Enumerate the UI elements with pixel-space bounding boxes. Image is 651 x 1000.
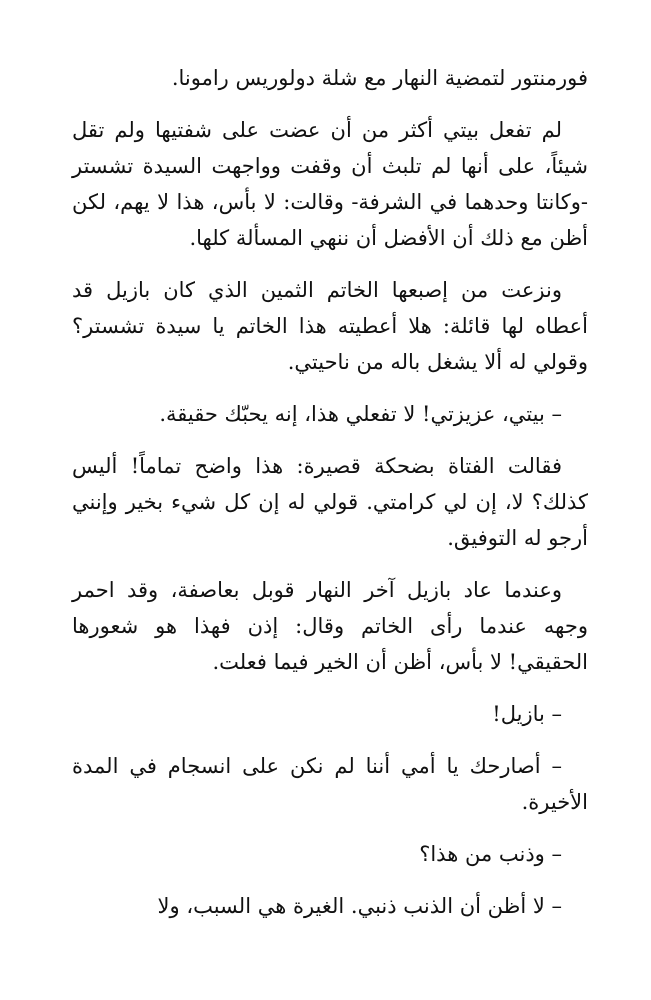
dialogue-line-5: – لا أظن أن الذنب ذنبي. الغيرة هي السبب، ولا [157,894,562,918]
paragraph-5: وعندما عاد بازيل آخر النهار قوبل بعاصفة، وقد احمر وجهه عندما رأى الخاتم وقال: إذن فهذا هو شعورها الحقيقي! لا بأس، أظن أن الخير فيما فعلت. [72,578,588,674]
paragraph-4: فقالت الفتاة بضحكة قصيرة: هذا واضح تماماً! أليس كذلك؟ لا، إن لي كرامتي. قولي له إن كل شيء بخير وإنني أرجو له التوفيق. [72,454,588,550]
book-page [72,60,588,924]
paragraph-3: ونزعت من إصبعها الخاتم الثمين الذي كان بازيل قد أعطاه لها قائلة: هلا أعطيته هذا الخاتم يا سيدة تشستر؟ وقولي له ألا يشغل باله من ناحيتي. [72,278,588,374]
dialogue-line-3: – أصارحك يا أمي أننا لم نكن على انسجام في المدة الأخيرة. [72,754,588,814]
dialogue-line-4: – وذنب من هذا؟ [419,842,562,866]
paragraph-2: لم تفعل بيتي أكثر من أن عضت على شفتيها ولم تقل شيئاً، على أنها لم تلبث أن وقفت وواجهت السيدة تشستر -وكانتا وحدهما في الشرفة- وقالت: لا بأس، هذا لا يهم، لكن أظن مع ذلك أن الأفضل أن ننهي المسألة كلها. [72,118,588,250]
dialogue-line-1: – بيتي، عزيزتي! لا تفعلي هذا، إنه يحبّك حقيقة. [159,402,562,426]
dialogue-line-2: – بازيل! [492,702,562,726]
paragraph-1: فورمنتور لتمضية النهار مع شلة دولوريس رامونا. [171,66,588,90]
